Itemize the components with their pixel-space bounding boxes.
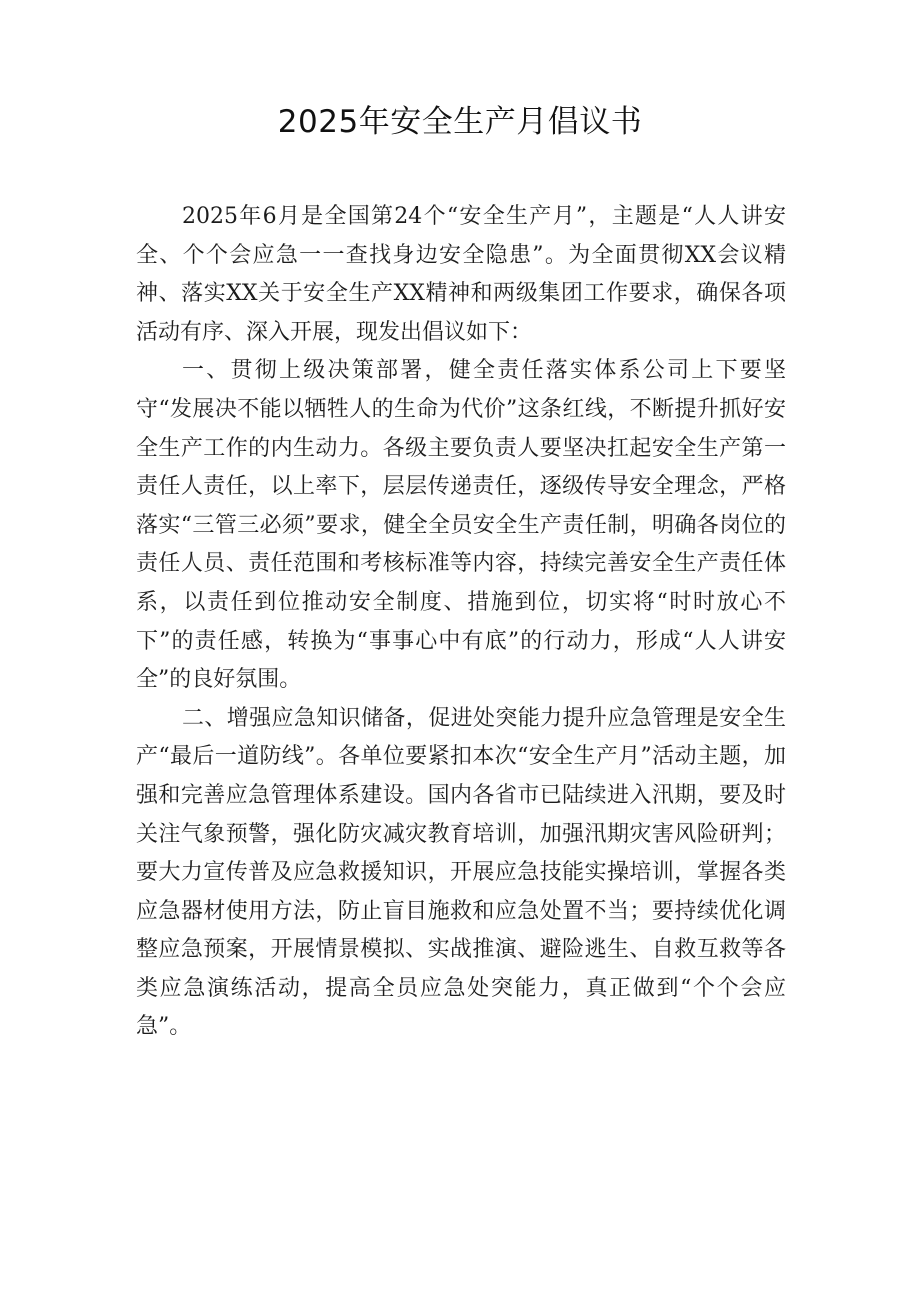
section-two-paragraph: 二、增强应急知识储备，促进处突能力提升应急管理是安全生产“最后一道防线”。各单位要紧扣本次“安全生产月”活动主题，加强和完善应急管理体系建设。国内各省市已陆续进入汛期，要及时关注气象预警，强化防灾减灾教育培训，加强汛期灾害风险研判；要大力宣传普及应急救援知识，开展应急技能实操培训，掌握各类应急器材使用方法，防止盲目施救和应急处置不当；要持续优化调整应急预案，开展情景模拟、实战推演、避险逃生、自救互救等各类应急演练活动，提高全员应急处突能力，真正做到“个个会应急”。	[136, 705, 786, 1040]
document-title: 2025年安全生产月倡议书	[277, 104, 643, 140]
intro-paragraph: 2025年6月是全国第24个“安全生产月”，主题是“人人讲安全、个个会应急一一查找身边安全隐患”。为全面贯彻XX会议精神、落实XX关于安全生产XX精神和两级集团工作要求，确保各项活动有序、深入开展，现发出倡议如下：	[136, 204, 786, 345]
section-one-paragraph: 一、贯彻上级决策部署，健全责任落实体系公司上下要坚守“发展决不能以牺牲人的生命为代价”这条红线，不断提升抓好安全生产工作的内生动力。各级主要负责人要坚决扛起安全生产第一责任人责任，以上率下，层层传递责任，逐级传导安全理念，严格落实“三管三必须”要求，健全全员安全生产责任制，明确各岗位的责任人员、责任范围和考核标准等内容，持续完善安全生产责任体系，以责任到位推动安全制度、措施到位，切实将“时时放心不下”的责任感，转换为“事事心中有底”的行动力，形成“人人讲安全”的良好氛围。	[136, 358, 786, 693]
document-body	[136, 198, 786, 1047]
